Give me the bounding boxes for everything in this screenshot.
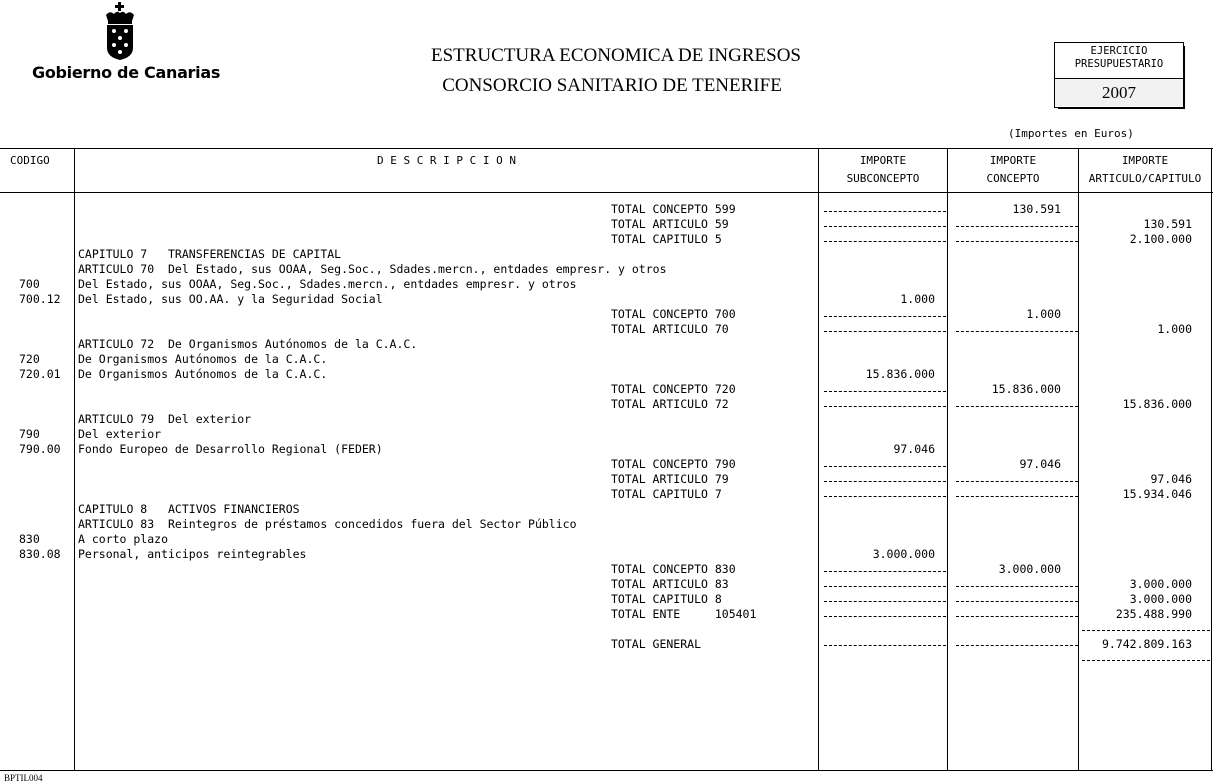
row-code: 700.12: [19, 292, 61, 306]
row-description: Del exterior: [78, 427, 162, 441]
row-total-label: TOTAL CONCEPTO 599: [611, 202, 736, 216]
report-subtitle: CONSORCIO SANITARIO DE TENERIFE: [442, 75, 782, 96]
col-header-articulo: [1079, 152, 1211, 188]
row-subconcepto-dashes: [824, 406, 946, 407]
row-subconcepto-dashes: [824, 616, 946, 617]
row-articulo-value: 2.100.000: [1129, 232, 1192, 246]
col-header-descripcion: D E S C R I P C I O N: [376, 154, 517, 167]
report-title: ESTRUCTURA ECONOMICA DE INGRESOS: [430, 45, 801, 66]
articulo-capitulo-label: ARTICULO/CAPITULO: [1088, 172, 1202, 185]
row-concepto-value: 97.046: [1019, 457, 1061, 471]
table-top-border: [0, 148, 1213, 149]
row-subconcepto-dashes: [824, 586, 946, 587]
row-articulo-value: 3.000.000: [1129, 577, 1192, 591]
year-value: 2007: [1055, 79, 1183, 106]
row-subconcepto-dashes: [824, 571, 946, 572]
importe-label: IMPORTE: [1121, 154, 1169, 167]
col-divider-right: [1211, 148, 1212, 771]
grand-total-value: 9.742.809.163: [1101, 637, 1192, 651]
row-articulo-value: 235.488.990: [1115, 607, 1192, 621]
row-total-label: TOTAL CONCEPTO 830: [611, 562, 736, 576]
col-divider-2: [818, 148, 819, 771]
row-concepto-value: 1.000: [1026, 307, 1061, 321]
row-code: 830: [19, 532, 40, 546]
canarias-coat-of-arms-logo: [100, 2, 140, 62]
row-total-label: TOTAL CAPITULO 5: [611, 232, 722, 246]
row-subconcepto-dashes: [824, 496, 946, 497]
ejercicio-label: EJERCICIO: [1090, 45, 1148, 57]
row-subconcepto-dashes: [824, 316, 946, 317]
row-code: 720: [19, 352, 40, 366]
col-divider-1: [74, 148, 75, 771]
importe-label: IMPORTE: [859, 154, 907, 167]
row-subconcepto-dashes: [824, 241, 946, 242]
footer-code: BPTIL004: [4, 773, 43, 783]
row-description: Del Estado, sus OO.AA. y la Seguridad Social: [78, 292, 383, 306]
row-subconcepto-value: 3.000.000: [872, 547, 935, 561]
row-total-label: TOTAL CONCEPTO 700: [611, 307, 736, 321]
row-description: ARTICULO 83 Reintegros de préstamos concedidos fuera del Sector Público: [78, 517, 577, 531]
row-concepto-value: 130.591: [1012, 202, 1061, 216]
row-subconcepto-dashes: [824, 481, 946, 482]
row-total-label: TOTAL ARTICULO 79: [611, 472, 729, 486]
header-bottom-border: [0, 192, 1213, 193]
row-total-label: TOTAL ENTE 105401: [611, 607, 757, 621]
row-description: De Organismos Autónomos de la C.A.C.: [78, 367, 328, 381]
row-concepto-dashes: [956, 601, 1078, 602]
row-code: 790.00: [19, 442, 61, 456]
row-code: 790: [19, 427, 40, 441]
row-description: A corto plazo: [78, 532, 169, 546]
col-divider-4: [1078, 148, 1079, 771]
row-articulo-value: 130.591: [1143, 217, 1192, 231]
row-articulo-value: 15.934.046: [1122, 487, 1192, 501]
row-concepto-dashes: [956, 586, 1078, 587]
row-concepto-dashes: [956, 481, 1078, 482]
row-description: De Organismos Autónomos de la C.A.C.: [78, 352, 328, 366]
grand-total-sub-dashes: [824, 645, 946, 646]
row-total-label: TOTAL CAPITULO 8: [611, 592, 722, 606]
importe-label: IMPORTE: [989, 154, 1037, 167]
row-code: 700: [19, 277, 40, 291]
row-total-label: TOTAL ARTICULO 70: [611, 322, 729, 336]
row-subconcepto-dashes: [824, 211, 946, 212]
units-note: (Importes en Euros): [1008, 127, 1134, 140]
row-code: 720.01: [19, 367, 61, 381]
row-concepto-dashes: [956, 331, 1078, 332]
row-concepto-dashes: [956, 496, 1078, 497]
row-subconcepto-value: 15.836.000: [865, 367, 935, 381]
row-concepto-value: 3.000.000: [998, 562, 1061, 576]
row-subconcepto-dashes: [824, 391, 946, 392]
ejercicio-box: [1054, 42, 1184, 108]
col-divider-3: [947, 148, 948, 771]
row-total-label: TOTAL CONCEPTO 790: [611, 457, 736, 471]
row-total-label: TOTAL CAPITULO 7: [611, 487, 722, 501]
org-name: Gobierno de Canarias: [32, 63, 221, 82]
row-total-label: TOTAL CONCEPTO 720: [611, 382, 736, 396]
row-concepto-dashes: [956, 241, 1078, 242]
row-articulo-value: 97.046: [1150, 472, 1192, 486]
row-subconcepto-value: 97.046: [893, 442, 935, 456]
col-header-subconcepto: [819, 152, 947, 188]
row-description: Fondo Europeo de Desarrollo Regional (FEDER): [78, 442, 383, 456]
row-code: 830.08: [19, 547, 61, 561]
row-concepto-dashes: [956, 616, 1078, 617]
row-subconcepto-dashes: [824, 331, 946, 332]
col-header-concepto: [948, 152, 1078, 188]
row-subconcepto-dashes: [824, 226, 946, 227]
presupuestario-label: PRESUPUESTARIO: [1074, 58, 1164, 70]
box-shadow-bottom: [1058, 107, 1185, 109]
row-subconcepto-dashes: [824, 601, 946, 602]
row-concepto-dashes: [956, 226, 1078, 227]
grand-total-rule-top: [1082, 630, 1210, 631]
row-description: CAPITULO 8 ACTIVOS FINANCIEROS: [78, 502, 300, 516]
row-articulo-value: 1.000: [1157, 322, 1192, 336]
row-articulo-value: 3.000.000: [1129, 592, 1192, 606]
row-description: ARTICULO 70 Del Estado, sus OOAA, Seg.Soc., Sdades.mercn., entdades empresr. y otros: [78, 262, 667, 276]
row-total-label: TOTAL ARTICULO 83: [611, 577, 729, 591]
box-shadow-right: [1183, 46, 1185, 108]
table-bottom-border: [0, 770, 1213, 771]
row-total-label: TOTAL ARTICULO 72: [611, 397, 729, 411]
col-header-codigo: CODIGO: [10, 154, 50, 167]
row-total-label: TOTAL ARTICULO 59: [611, 217, 729, 231]
row-concepto-value: 15.836.000: [991, 382, 1061, 396]
row-subconcepto-value: 1.000: [900, 292, 935, 306]
row-subconcepto-dashes: [824, 466, 946, 467]
row-description: ARTICULO 72 De Organismos Autónomos de la C.A.C.: [78, 337, 418, 351]
row-description: Personal, anticipos reintegrables: [78, 547, 307, 561]
row-articulo-value: 15.836.000: [1122, 397, 1192, 411]
grand-total-label: TOTAL GENERAL: [611, 637, 702, 651]
row-description: CAPITULO 7 TRANSFERENCIAS DE CAPITAL: [78, 247, 342, 261]
concepto-label: CONCEPTO: [986, 172, 1040, 185]
row-description: Del Estado, sus OOAA, Seg.Soc., Sdades.mercn., entdades empresr. y otros: [78, 277, 577, 291]
subconcepto-label: SUBCONCEPTO: [846, 172, 920, 185]
row-concepto-dashes: [956, 406, 1078, 407]
grand-total-con-dashes: [956, 645, 1078, 646]
row-description: ARTICULO 79 Del exterior: [78, 412, 252, 426]
grand-total-rule-bottom: [1082, 660, 1210, 661]
